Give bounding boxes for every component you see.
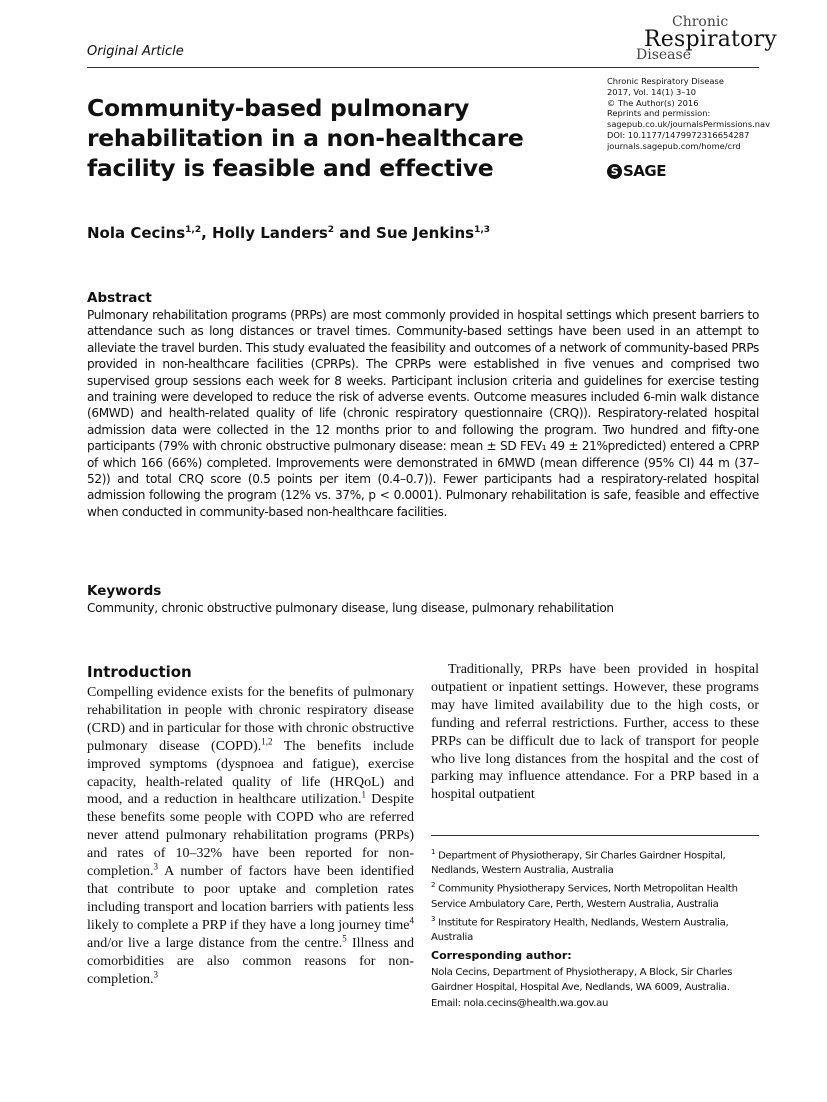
author-name: Sue Jenkins bbox=[376, 224, 475, 242]
citation-ref[interactable]: 5 bbox=[342, 933, 347, 944]
meta-permissions-link[interactable]: sagepub.co.uk/journalsPermissions.nav bbox=[607, 119, 771, 130]
header-rule bbox=[87, 67, 759, 68]
keywords-text: Community, chronic obstructive pulmonary disease, lung disease, pulmonary rehabilitation bbox=[87, 601, 614, 615]
running-head: Original Article bbox=[87, 44, 184, 59]
affiliations bbox=[431, 845, 761, 945]
affiliation-text: Community Physiotherapy Services, North Metropolitan Health Service Ambulatory Care, Perth, Western Australia, Australia bbox=[431, 883, 738, 910]
corresponding-author-heading: Corresponding author: bbox=[431, 949, 572, 962]
affiliation-text: Institute for Respiratory Health, Nedlands, Western Australia, Australia bbox=[431, 917, 729, 944]
author-separator: , bbox=[201, 224, 213, 242]
introduction-left-column bbox=[87, 684, 414, 988]
journal-logo bbox=[630, 14, 777, 66]
corresponding-author-details bbox=[431, 965, 761, 1011]
text-run: and/or live a large distance from the centre. bbox=[87, 935, 343, 951]
text-run: Despite these benefits some people with COPD who are referred never attend pulmonary rehabilitation programs (PRPs) and rates of 10–32% have been reported for non-completion. bbox=[87, 792, 414, 880]
meta-copyright: © The Author(s) 2016 bbox=[607, 97, 699, 108]
abstract-heading: Abstract bbox=[87, 290, 152, 306]
text-run: The benefits include improved symptoms (dyspnoea and fatigue), exercise capacity, health-related quality of life (HRQoL) and mood, and a reduction in healthcare utilization. bbox=[87, 738, 414, 808]
text-run: A number of factors have been identified that contribute to poor uptake and completion rates including transport and location barriers with patients less likely to complete a PRP if they have a long journey time bbox=[87, 864, 414, 933]
affiliation-number: 2 bbox=[431, 881, 436, 890]
sage-logo bbox=[607, 162, 666, 180]
author-affiliation: 2 bbox=[327, 225, 335, 235]
corresponding-author-address: Nola Cecins, Department of Physiotherapy, A Block, Sir Charles Gairdner Hospital, Hospital Ave, Nedlands, WA 6009, Australia. bbox=[431, 967, 733, 994]
journal-logo-line3: Disease bbox=[636, 47, 691, 63]
author-affiliation: 1,2 bbox=[185, 225, 202, 235]
keywords-heading: Keywords bbox=[87, 583, 162, 599]
author-name: Nola Cecins bbox=[87, 224, 186, 242]
journal-logo-line1: Chronic bbox=[672, 14, 729, 30]
meta-volume: 2017, Vol. 14(1) 3–10 bbox=[607, 86, 697, 97]
article-title: Community-based pulmonary rehabilitation in a non-healthcare facility is feasible and effective bbox=[87, 94, 524, 182]
footnote-rule bbox=[431, 835, 759, 836]
affiliation-number: 1 bbox=[431, 848, 436, 856]
affiliation-item bbox=[431, 845, 761, 878]
citation-ref[interactable]: 3 bbox=[153, 968, 158, 979]
citation-ref[interactable]: 4 bbox=[409, 915, 414, 926]
author-affiliation: 1,3 bbox=[474, 225, 491, 235]
affiliation-item bbox=[431, 878, 761, 911]
email-link[interactable]: nola.cecins@health.wa.gov.au bbox=[463, 997, 609, 1009]
sage-logo-text: SAGE bbox=[623, 162, 666, 180]
meta-doi[interactable]: DOI: 10.1177/1479972316654287 bbox=[607, 129, 750, 140]
citation-ref[interactable]: 1 bbox=[361, 789, 367, 800]
affiliation-text: Department of Physiotherapy, Sir Charles Gairdner Hospital, Nedlands, Western Australia, Australia bbox=[431, 850, 726, 877]
sage-logo-icon: S bbox=[607, 164, 622, 179]
text-run: Illness and comorbidities are also common reasons for non-completion. bbox=[87, 935, 414, 987]
author-list bbox=[87, 224, 490, 242]
author-name: Holly Landers bbox=[212, 224, 328, 242]
meta-journal: Chronic Respiratory Disease bbox=[607, 76, 724, 86]
citation-ref[interactable]: 1,2 bbox=[261, 736, 273, 747]
meta-journal-link[interactable]: journals.sagepub.com/home/crd bbox=[607, 140, 741, 151]
affiliation-item bbox=[431, 912, 761, 945]
abstract-text: Pulmonary rehabilitation programs (PRPs) are most commonly provided in hospital settings which present barriers to attendance such as long distances or travel times. Community-based settings have been used in an attempt to alleviate the travel burden. This study evaluated the feasibility and outcomes of a network of community-based PRPs provided in non-healthcare facilities (CPRPs). The CPRPs were established in five venues and comprised two supervised group sessions each week for 8 weeks. Participant inclusion criteria and guidelines for exercise testing and training were developed to reduce the risk of adverse events. Outcome measures included 6-min walk distance (6MWD) and health-related quality of life (chronic respiratory questionnaire (CRQ)). Respiratory-related hospital admission data were collected in the 12 months prior to and following the program. Two hundred and fifty-one participants (79% with chronic obstructive pulmonary disease: mean ± SD FEV₁ 49 ± 21%predicted) entered a CPRP of which 166 (66%) completed. Improvements were demonstrated in 6MWD (mean difference (95% CI) 44 m (37–52)) and total CRQ score (0.5 points per item (0.4–0.7)). Fewer participants had a respiratory-related hospital admission following the program (12% vs. 37%, p < 0.0001). Pulmonary rehabilitation is safe, feasible and effective when conducted in community-based non-healthcare facilities. bbox=[87, 308, 759, 519]
introduction-paragraph bbox=[87, 684, 414, 988]
meta-reprints: Reprints and permission: bbox=[607, 108, 711, 119]
text-run: Compelling evidence exists for the benefits of pulmonary rehabilitation in people with chronic respiratory disease (CRD) and in particular for those with chronic obstructive pulmonary disease (COPD). bbox=[87, 685, 414, 754]
introduction-paragraph: Traditionally, PRPs have been provided in hospital outpatient or inpatient settings. However, these programs may have limited availability due to the high costs, or funding and referral restrictions. Further, access to these PRPs can be difficult due to lack of transport for people who live long distances from the hospital and the cost of parking may influence attendance. For a PRP based in a hospital outpatient bbox=[431, 662, 759, 803]
introduction-heading: Introduction bbox=[87, 663, 192, 681]
article-meta bbox=[607, 76, 807, 152]
journal-logo-line2: Respiratory bbox=[644, 27, 777, 52]
email-label: Email: bbox=[431, 997, 464, 1009]
author-separator: and bbox=[334, 224, 377, 242]
affiliation-number: 3 bbox=[431, 914, 436, 923]
citation-ref[interactable]: 3 bbox=[153, 861, 158, 872]
introduction-right-column bbox=[431, 661, 759, 804]
